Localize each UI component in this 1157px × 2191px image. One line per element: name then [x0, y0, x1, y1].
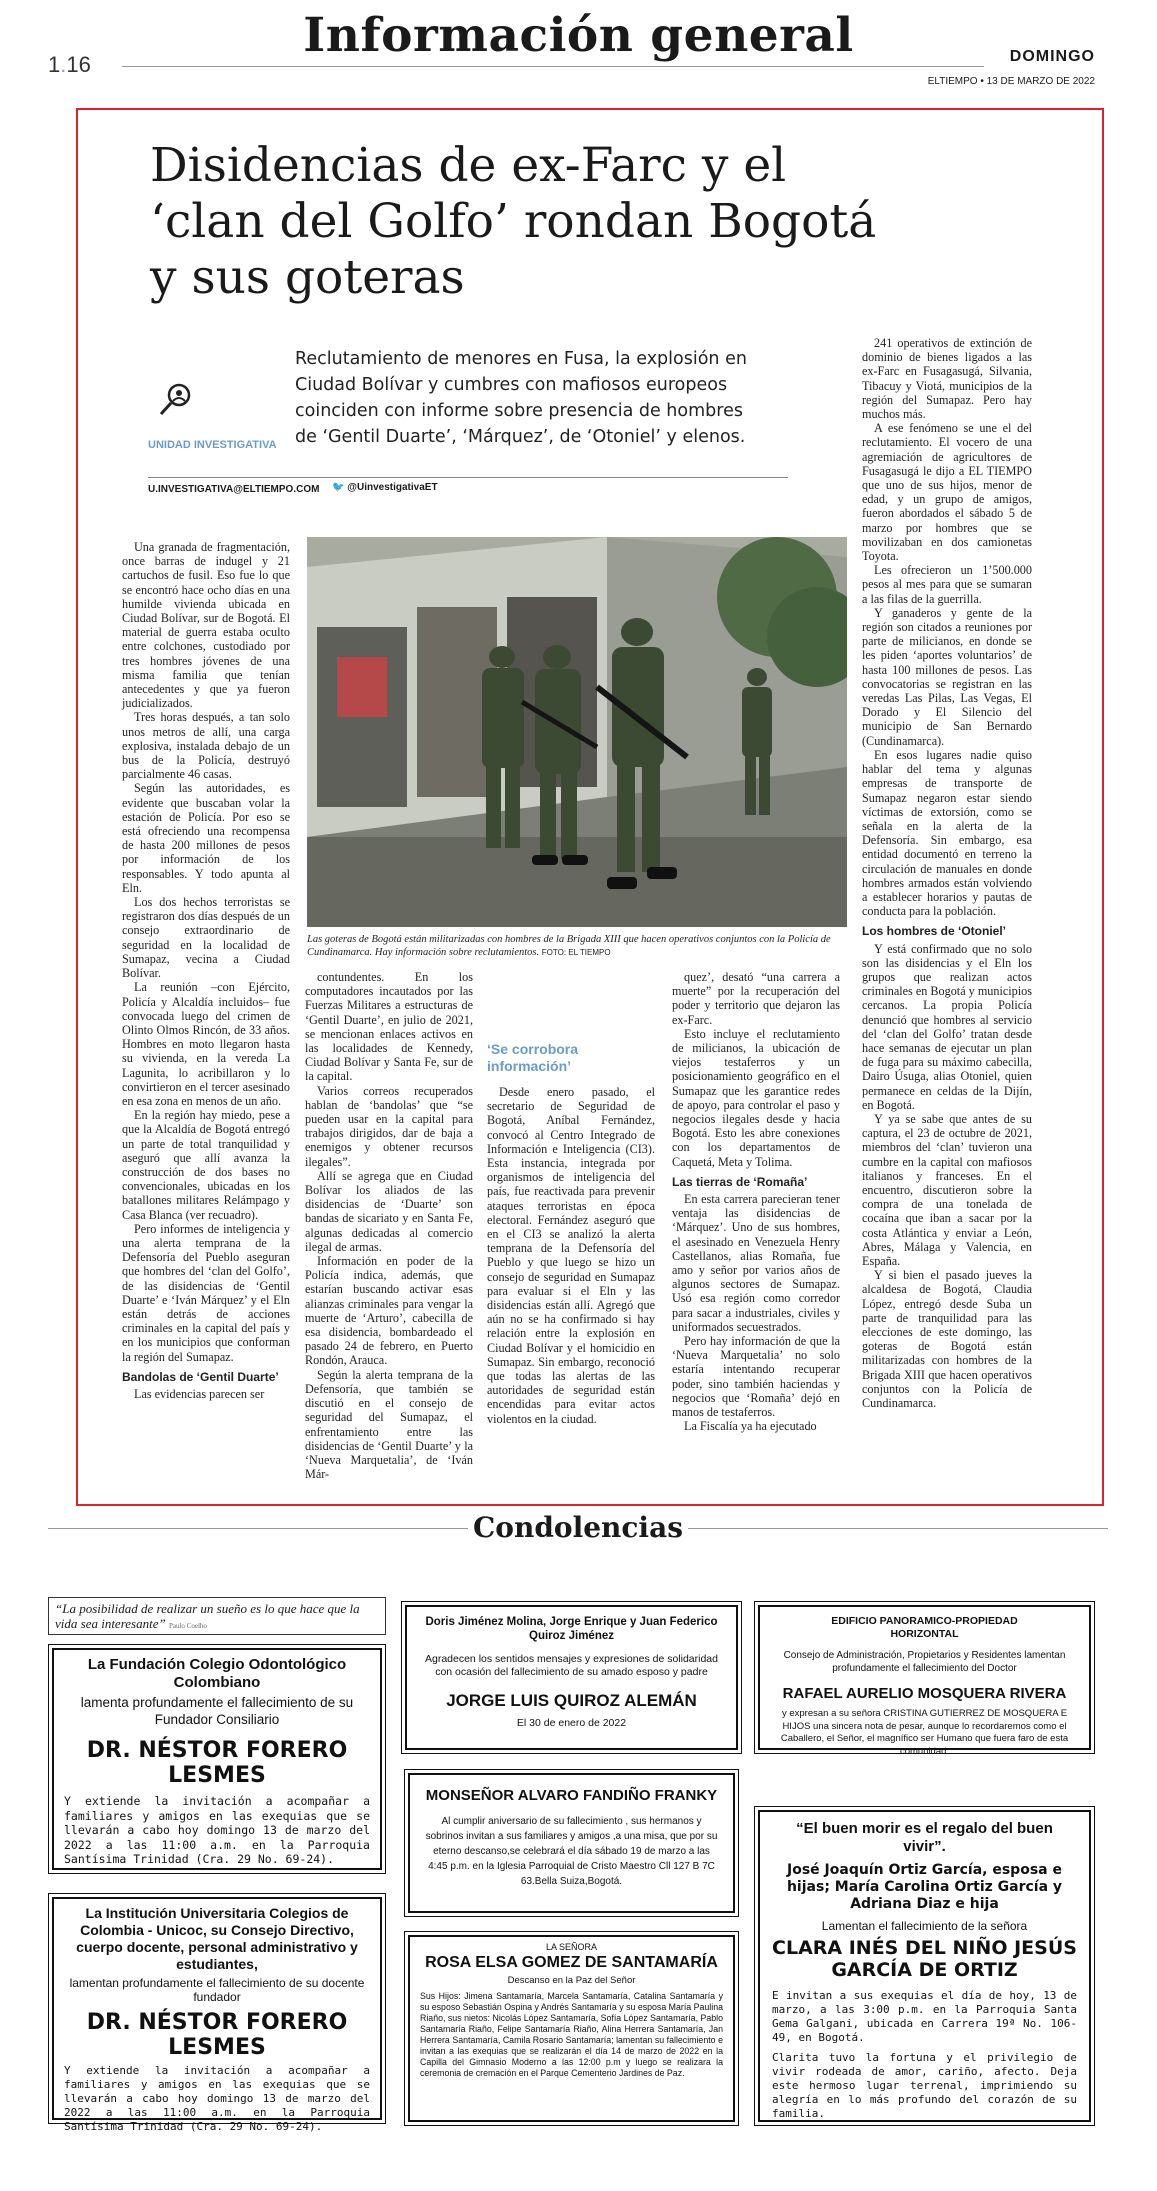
col5-paragraph: En esos lugares nadie quiso hablar del tema y algunas empresas de transporte de Sumapaz negaron estar siendo víctimas de extorsión, como se señala en la alerta de la Defensoría. Sin embargo, esa entidad documentó en terreno la circulación de manuales en donde hombres armados están volviendo a establecer horarios y pautas de conducta para la población. — [862, 747, 1032, 919]
pullquote-title: ‘Se corrobora información’ — [487, 1041, 579, 1074]
col5b-paragraph: Y si bien el pasado jueves la alcaldesa de Bogotá, Claudia López, entregó desde Suba un parte de tranquilidad para las elecciones de este domingo, las goteras de Bogotá están militarizadas con hombres de la Brigada XIII que hacen operativos conjuntos con la Policía de Cundinamarca. — [862, 1268, 1032, 1411]
col2-paragraph: Información en poder de la Policía indica, además, que estarían buscando activar esas alianzas criminales para vengar la muerte de ‘Arturo’, cabecilla de esa disidencia, bombardeado el pasado 24 de febrero, en Puerto Rondón, Arauca. — [305, 1254, 473, 1368]
byline-twitter[interactable] — [332, 482, 438, 493]
ad5-name: ROSA ELSA GOMEZ DE SANTAMARÍA — [425, 1954, 718, 1971]
col3-paragraph: Desde enero pasado, el secretario de Seguridad de Bogotá, Aníbal Fernández, convocó al Centro Integrado de Información e Inteligencia (CI3). Esta instancia, integrada por organismos de inteligencia del país, fue reactivada para prevenir ataques terroristas en época electoral. Fernández aseguró que en el CI3 se analizó la alerta temprana de la Defensoría del Pueblo y que luego se hizo un consejo de seguridad en Sumapaz para evaluar si el Eln y las disidencias están allí. Agregó que aún no se ha confirmado si hay relación entre la explosión en Ciudad Bolívar y el homicidio en Sumapaz. Sin embargo, reconoció que todas las alertas de las autoridades de seguridad están encendidas para evitar actos violentos en la ciudad. — [487, 1085, 655, 1426]
ad1-body: Y extiende la invitación a acompañar a familiares y amigos en las exequias que se llevarán a cabo hoy domingo 13 de marzo del 2022 a las 11:00 a.m. en la Parroquia Santísima Trinidad (Cra. 29 No. 69-24). — [64, 1794, 370, 1866]
section-title: Información general — [303, 8, 854, 63]
article-photo — [307, 537, 847, 927]
condolence-ad-7 — [758, 1810, 1091, 2122]
col4b-paragraph: Pero hay información de que la ‘Nueva Marquetalia’ no solo estaría intentando recuperar poder, sino también haciendas y negocios que ‘Romaña’ dejó en manos de testaferros. — [672, 1334, 840, 1420]
day-label: DOMINGO — [1009, 48, 1095, 65]
ad7-body: E invitan a sus exequias el día de hoy, 13 de marzo, a las 3:00 p.m. en la Parroquia Santa Gema Galgani, ubicada en Carrera 19ª No. 106-49, en Bogotá. — [772, 1989, 1077, 2044]
ad7-body2: Clarita tuvo la fortuna y el privilegio de vivir rodeada de amor, cariño, afecto. Deja este hermoso lugar terrenal, imprimiendo su alegría en lo más profundo del corazón de su familia. — [772, 2051, 1077, 2120]
condolence-ad-5 — [408, 1935, 735, 2122]
page-prefix: 1 — [48, 52, 61, 77]
col5b-paragraph: Y está confirmado que no solo son las disidencias y el Eln los grupos que realizan actos criminales en Bogotá y municipios cercanos. La propia Policía denunció que hombres al servicio del ‘clan del Golfo’ tratan desde hace semanas de ejecutar un plan de fuga para su máximo cabecilla, Dairo Úsuga, alias Otoniel, quien permanece en celdas de la Dijín, en Bogotá. — [862, 941, 1032, 1112]
column-4-body — [672, 970, 840, 1169]
col5-paragraph: A ese fenómeno se une el del reclutamiento. El vocero de una agremiación de agricultores de Fusagasugá le dijo a EL TIEMPO que uno de sus hijos, menor de edad, y un grupo de amigos, fueron abordados el sábado 5 de marzo por hombres que se movilizaban en dos camionetas Toyota. — [862, 421, 1032, 564]
col1-paragraph: Según las autoridades, es evidente que buscaban volar la estación de Policía. Por eso se está ofreciendo una recompensa de hasta 200 millones de pesos por información de los responsables. Y todo apunta al Eln. — [122, 781, 290, 895]
column-5-body-b — [862, 942, 1032, 1411]
quote-box — [48, 1597, 386, 1635]
condolence-ad-4 — [408, 1773, 735, 1913]
twitter-handle: @UinvestigativaET — [347, 482, 438, 493]
ad1-org: La Fundación Colegio Odontológico Colombiano — [87, 1656, 347, 1691]
article-column-1 — [122, 540, 290, 1500]
subhead-otoniel: Los hombres de ‘Otoniel’ — [862, 924, 1007, 939]
column-1-body — [122, 540, 290, 1364]
ad5-sub: Descanso en la Paz del Señor — [507, 1975, 636, 1986]
ad4-name: MONSEÑOR ALVARO FANDIÑO FRANKY — [425, 1787, 718, 1804]
ad7-name: CLARA INÉS DEL NIÑO JESÚS GARCÍA DE ORTIZ — [772, 1937, 1077, 1981]
ad2-org: La Institución Universitaria Colegios de Colombia - Unicoc, su Consejo Directivo, cuerpo docente, personal administrativo y estudiantes, — [76, 1905, 358, 1972]
subhead-romana: Las tierras de ‘Romaña’ — [672, 1174, 808, 1189]
quote-author: Paulo Coelho — [168, 1622, 207, 1630]
col4b-paragraph: La Fiscalía ya ha ejecutado — [684, 1419, 817, 1434]
article-column-2 — [305, 970, 473, 1500]
article-deck: Reclutamiento de menores en Fusa, la explosión en Ciudad Bolívar y cumbres con mafiosos europeos coinciden con informe sobre presencia de hombres de ‘Gentil Duarte’, ‘Márquez’, de ‘Otoniel’ y elenos. — [295, 349, 747, 447]
byline-rule — [148, 477, 788, 478]
ad7-msg: Lamentan el fallecimiento de la señora — [821, 1919, 1028, 1933]
condolence-ad-3 — [405, 1605, 738, 1750]
byline-email[interactable]: U.INVESTIGATIVA@ELTIEMPO.COM — [148, 484, 320, 495]
ad6-name: RAFAEL AURELIO MOSQUERA RIVERA — [782, 1685, 1067, 1702]
quote-text: “La posibilidad de realizar un sueño es lo que hace que la vida sea interesante” — [55, 1601, 360, 1631]
article-column-4 — [672, 970, 840, 1500]
col4-paragraph: quez’, desató “una carrera a muerte” por la recuperación del poder y territorio que dejaron las ex-Farc. — [672, 970, 840, 1027]
page-number — [48, 52, 91, 78]
col1-paragraph: Pero informes de inteligencia y una alerta temprana de la Defensoría del Pueblo aseguran que hombres del ‘clan del Golfo’, de las disidencias de ‘Gentil Duarte’ e ‘Iván Márquez’ y el Eln están detrás de acciones criminales en la capital del país y en los municipios que conforman la región del Sumapaz. — [122, 1221, 290, 1364]
page-dot: . — [60, 52, 67, 77]
ad5-body: Sus Hijos: Jimena Santamaría, Marcela Santamaría, Catalina Santamaría y su esposo Sebastián Ospina y Andrés Santamaría y su esposa María Paulina Riaño, sus nietos: Nicolás López Santamaría, Sofía López Santamaría, Pablo Santamaría Riaño, Felipe Santamaría Riaño, Alina Herrera Santamaría, Jan Herrera Santamaría, Camila Rosario Santamaría; lamentan su fallecimiento e invitan a las exequias que se realizarán el día 14 de marzo de 2022 en la Capilla del Gimnasio Moderno a las 12:00 p.m y luego se realizara la ceremonia de cremación en el Parque Cementerio Jardines de Paz. — [420, 1991, 723, 2078]
ad2-body: Y extiende la invitación a acompañar a familiares y amigos en las exequias que se llevarán a cabo hoy domingo 13 de marzo del 2022 a las 11:00 a.m. en la Parroquia Santísima Trinidad (Cra. 29 No. 69-24). — [64, 2064, 370, 2133]
ad5-pre: LA SEÑORA — [545, 1942, 598, 1952]
condolences-title: Condolencias — [468, 1511, 688, 1544]
condolence-ad-2 — [52, 1897, 382, 2133]
column-3-body — [487, 1085, 655, 1426]
col1-paragraph: En la región hay miedo, pese a que la Alcaldía de Bogotá entregó un parte de total tranquilidad y aseguró que allí avanza la construcción de dos bases no convencionales, ubicadas en los batallones militares Relámpago y Casa Blanca (ver recuadro). — [122, 1108, 290, 1222]
twitter-icon: 🐦 — [332, 482, 348, 493]
photo-caption — [307, 933, 847, 959]
dateline: ELTIEMPO • 13 DE MARZO DE 2022 — [927, 76, 1095, 87]
article-headline: Disidencias de ex-Farc y el ‘clan del Golfo’ rondan Bogotá y sus goteras — [150, 138, 877, 305]
col4b-paragraph: En esta carrera parecieran tener ventaja las disidencias de ‘Márquez’. Uno de sus hombres, el asesinado en Venezuela Henry Castellanos, alias Romaña, fue amo y señor por varios años de algunos sectores de Sumapaz. Usó esa región como corredor para sacar a industriales, civiles y uniformados secuestrados. — [672, 1192, 840, 1334]
ad1-msg: lamenta profundamente el fallecimiento de su Fundador Consiliario — [80, 1695, 354, 1727]
column-5-body — [862, 336, 1032, 918]
ad2-name: DR. NÉSTOR FORERO LESMES — [86, 2010, 348, 2060]
page-num: 16 — [66, 52, 91, 77]
col2-paragraph: Allí se agrega que en Ciudad Bolívar los aliados de las disidencias de ‘Duarte’ son bandas de sicariato y en Santa Fe, algunas dedicadas al comercio ilegal de armas. — [305, 1168, 473, 1254]
col2-paragraph: Según la alerta temprana de la Defensoría, que también se discutió en el consejo de seguridad del Sumapaz, el enfrentamiento entre las disidencias de ‘Gentil Duarte’ y la ‘Nueva Marquetalia’, de ‘Iván Már- — [305, 1367, 473, 1482]
photo-soldiers-street — [307, 537, 847, 927]
ad6-body: y expresan a su señora CRISTINA GUTIERREZ DE MOSQUERA E HIJOS una sincera nota de pesar, aunque lo recordaremos como el Caballero, el Señor, el magnífico ser Humano que fuera faro de esta comunidad. — [780, 1708, 1069, 1757]
ad3-date: El 30 de enero de 2022 — [516, 1717, 627, 1729]
column-2-body — [305, 970, 473, 1481]
condolence-ad-6 — [758, 1605, 1091, 1757]
col1-paragraph: La reunión –con Ejército, Policía y Alcaldía incluidos– fue convocada luego del crimen de Olinto Olmos Rincón, de 33 años. Hombres en moto llegaron hasta su vivienda, en la vereda La Lagunita, lo acribillaron y lo convirtieron en el tercer asesinado en esa zona en menos de un año. — [122, 980, 290, 1108]
col2-paragraph: Varios correos recuperados hablan de ‘bandolas’ que “se pueden usar en la capital para trabajos dirigidos, dar de baja a enemigos y obtener recursos ilegales”. — [305, 1083, 473, 1169]
photo-credit: FOTO: EL TIEMPO — [541, 948, 611, 957]
col1-paragraph: Los dos hechos terroristas se registraron dos días después de un consejo extraordinario de seguridad en la localidad de Sumapaz, vecina a Ciudad Bolívar. — [122, 895, 290, 981]
ad7-quote: “El buen morir es el regalo del buen vivir”. — [796, 1820, 1053, 1855]
ad6-org: EDIFICIO PANORAMICO-PROPIEDAD HORIZONTAL — [831, 1615, 1018, 1640]
header-rule — [122, 66, 984, 67]
ad7-family: José Joaquín Ortiz García, esposa e hijas; María Carolina Ortiz García y Adriana Diaz e hija — [786, 1862, 1063, 1912]
unit-label: UNIDAD INVESTIGATIVA — [148, 439, 277, 451]
ad1-name: DR. NÉSTOR FORERO LESMES — [86, 1738, 348, 1788]
col2-paragraph: contundentes. En los computadores incautados por las Fuerzas Militares a estructuras de ‘Gentil Duarte’, en julio de 2021, se mencionan enlaces activos en las localidades de Kennedy, Ciudad Bolívar y Santa Fe, sur de la capital. — [305, 970, 473, 1084]
subhead-gentil-duarte: Bandolas de ‘Gentil Duarte’ — [122, 1369, 279, 1384]
ad4-body: Al cumplir aniversario de su fallecimiento , sus hermanos y sobrinos invitan a sus familiares y amigos ,a una misa, que por su eterno descanso,se celebrará el día sábado 19 de marzo a las 4:45 p.m. en la Iglesia Parroquial de Cristo Maestro Cll 127 B 7C 63.Bella Suiza,Bogotá. — [425, 1816, 718, 1887]
ad3-name: JORGE LUIS QUIROZ ALEMÁN — [446, 1691, 697, 1710]
ad2-msg: lamentan profundamente el fallecimiento de su docente fundador — [69, 1976, 365, 2004]
col1-paragraph: Una granada de fragmentación, once barras de indugel y 21 cartuchos de fusil. Eso fue lo que se encontró hace ocho días en una humilde vivienda ubicada en Ciudad Bolívar, sur de Bogotá. El material de guerra estaba oculto entre colchones, custodiado por tres hombres jóvenes de una misma familia que tenían antecedentes y que ya fueron judicializados. — [122, 540, 290, 711]
article-column-5 — [862, 336, 1032, 1501]
col5-paragraph: Les ofrecieron un 1’500.000 pesos al mes para que se sumaran a las filas de la guerrilla. — [862, 563, 1032, 606]
ad3-family: Doris Jiménez Molina, Jorge Enrique y Juan Federico Quiroz Jiménez — [425, 1616, 718, 1642]
col1-paragraph: Tres horas después, a tan solo unos metros de allí, una carga explosiva, instalada debajo de un bus de la Policía, destruyó parcialmente 46 casas. — [122, 710, 290, 782]
article-column-3 — [487, 1085, 655, 1500]
photo-caption-text: Las goteras de Bogotá están militarizadas con hombres de la Brigada XIII que hacen operativos conjuntos con la Policía de Cundinamarca. Hay información sobre reclutamientos. — [307, 934, 831, 958]
col5-paragraph: Y ganaderos y gente de la región son citados a reuniones por parte de milicianos, en donde se les piden ‘aportes voluntarios’ de hasta 100 millones de pesos. Las convocatorias se registran en las veredas Las Pilas, Las Vegas, El Dorado y El Silencio del municipio de San Bernardo (Cundinamarca). — [862, 605, 1032, 748]
condolence-ad-1 — [52, 1648, 382, 1870]
ad6-msg: Consejo de Administración, Propietarios y Residentes lamentan profundamente el fallecimiento del Doctor — [783, 1650, 1066, 1674]
magnifier-icon — [158, 381, 194, 417]
column-1-tail: Las evidencias parecen ser — [134, 1386, 265, 1401]
col5-paragraph: 241 operativos de extinción de dominio de bienes ligados a las ex-Farc en Fusagasugá, Silvania, Tibacuy y Viotá, municipios de la región del Sumapaz. Pero hay muchos más. — [862, 336, 1032, 422]
ad3-msg: Agradecen los sentidos mensajes y expresiones de solidaridad con ocasión del fallecimiento de su amado esposo y padre — [424, 1653, 718, 1678]
column-4-body-b — [672, 1192, 840, 1433]
col5b-paragraph: Y ya se sabe que antes de su captura, el 23 de octubre de 2021, miembros del ‘clan’ tuvieron una cumbre en la capital con mafiosos italianos y franceses. En el encuentro, discutieron sobre la compra de una tonelada de cocaína que iban a sacar por la costa Atlántica y enviar a León, Abres, Málaga y Valencia, en España. — [862, 1111, 1032, 1268]
col4-paragraph: Esto incluye el reclutamiento de milicianos, la ubicación de viejos testaferros y un posicionamiento geográfico en el Sumapaz que les garantice redes de apoyo, para controlar el paso y negocios ilegales desde y hacia Bogotá. Esto les abre conexiones con los departamentos de Caquetá, Meta y Tolima. — [672, 1026, 840, 1169]
